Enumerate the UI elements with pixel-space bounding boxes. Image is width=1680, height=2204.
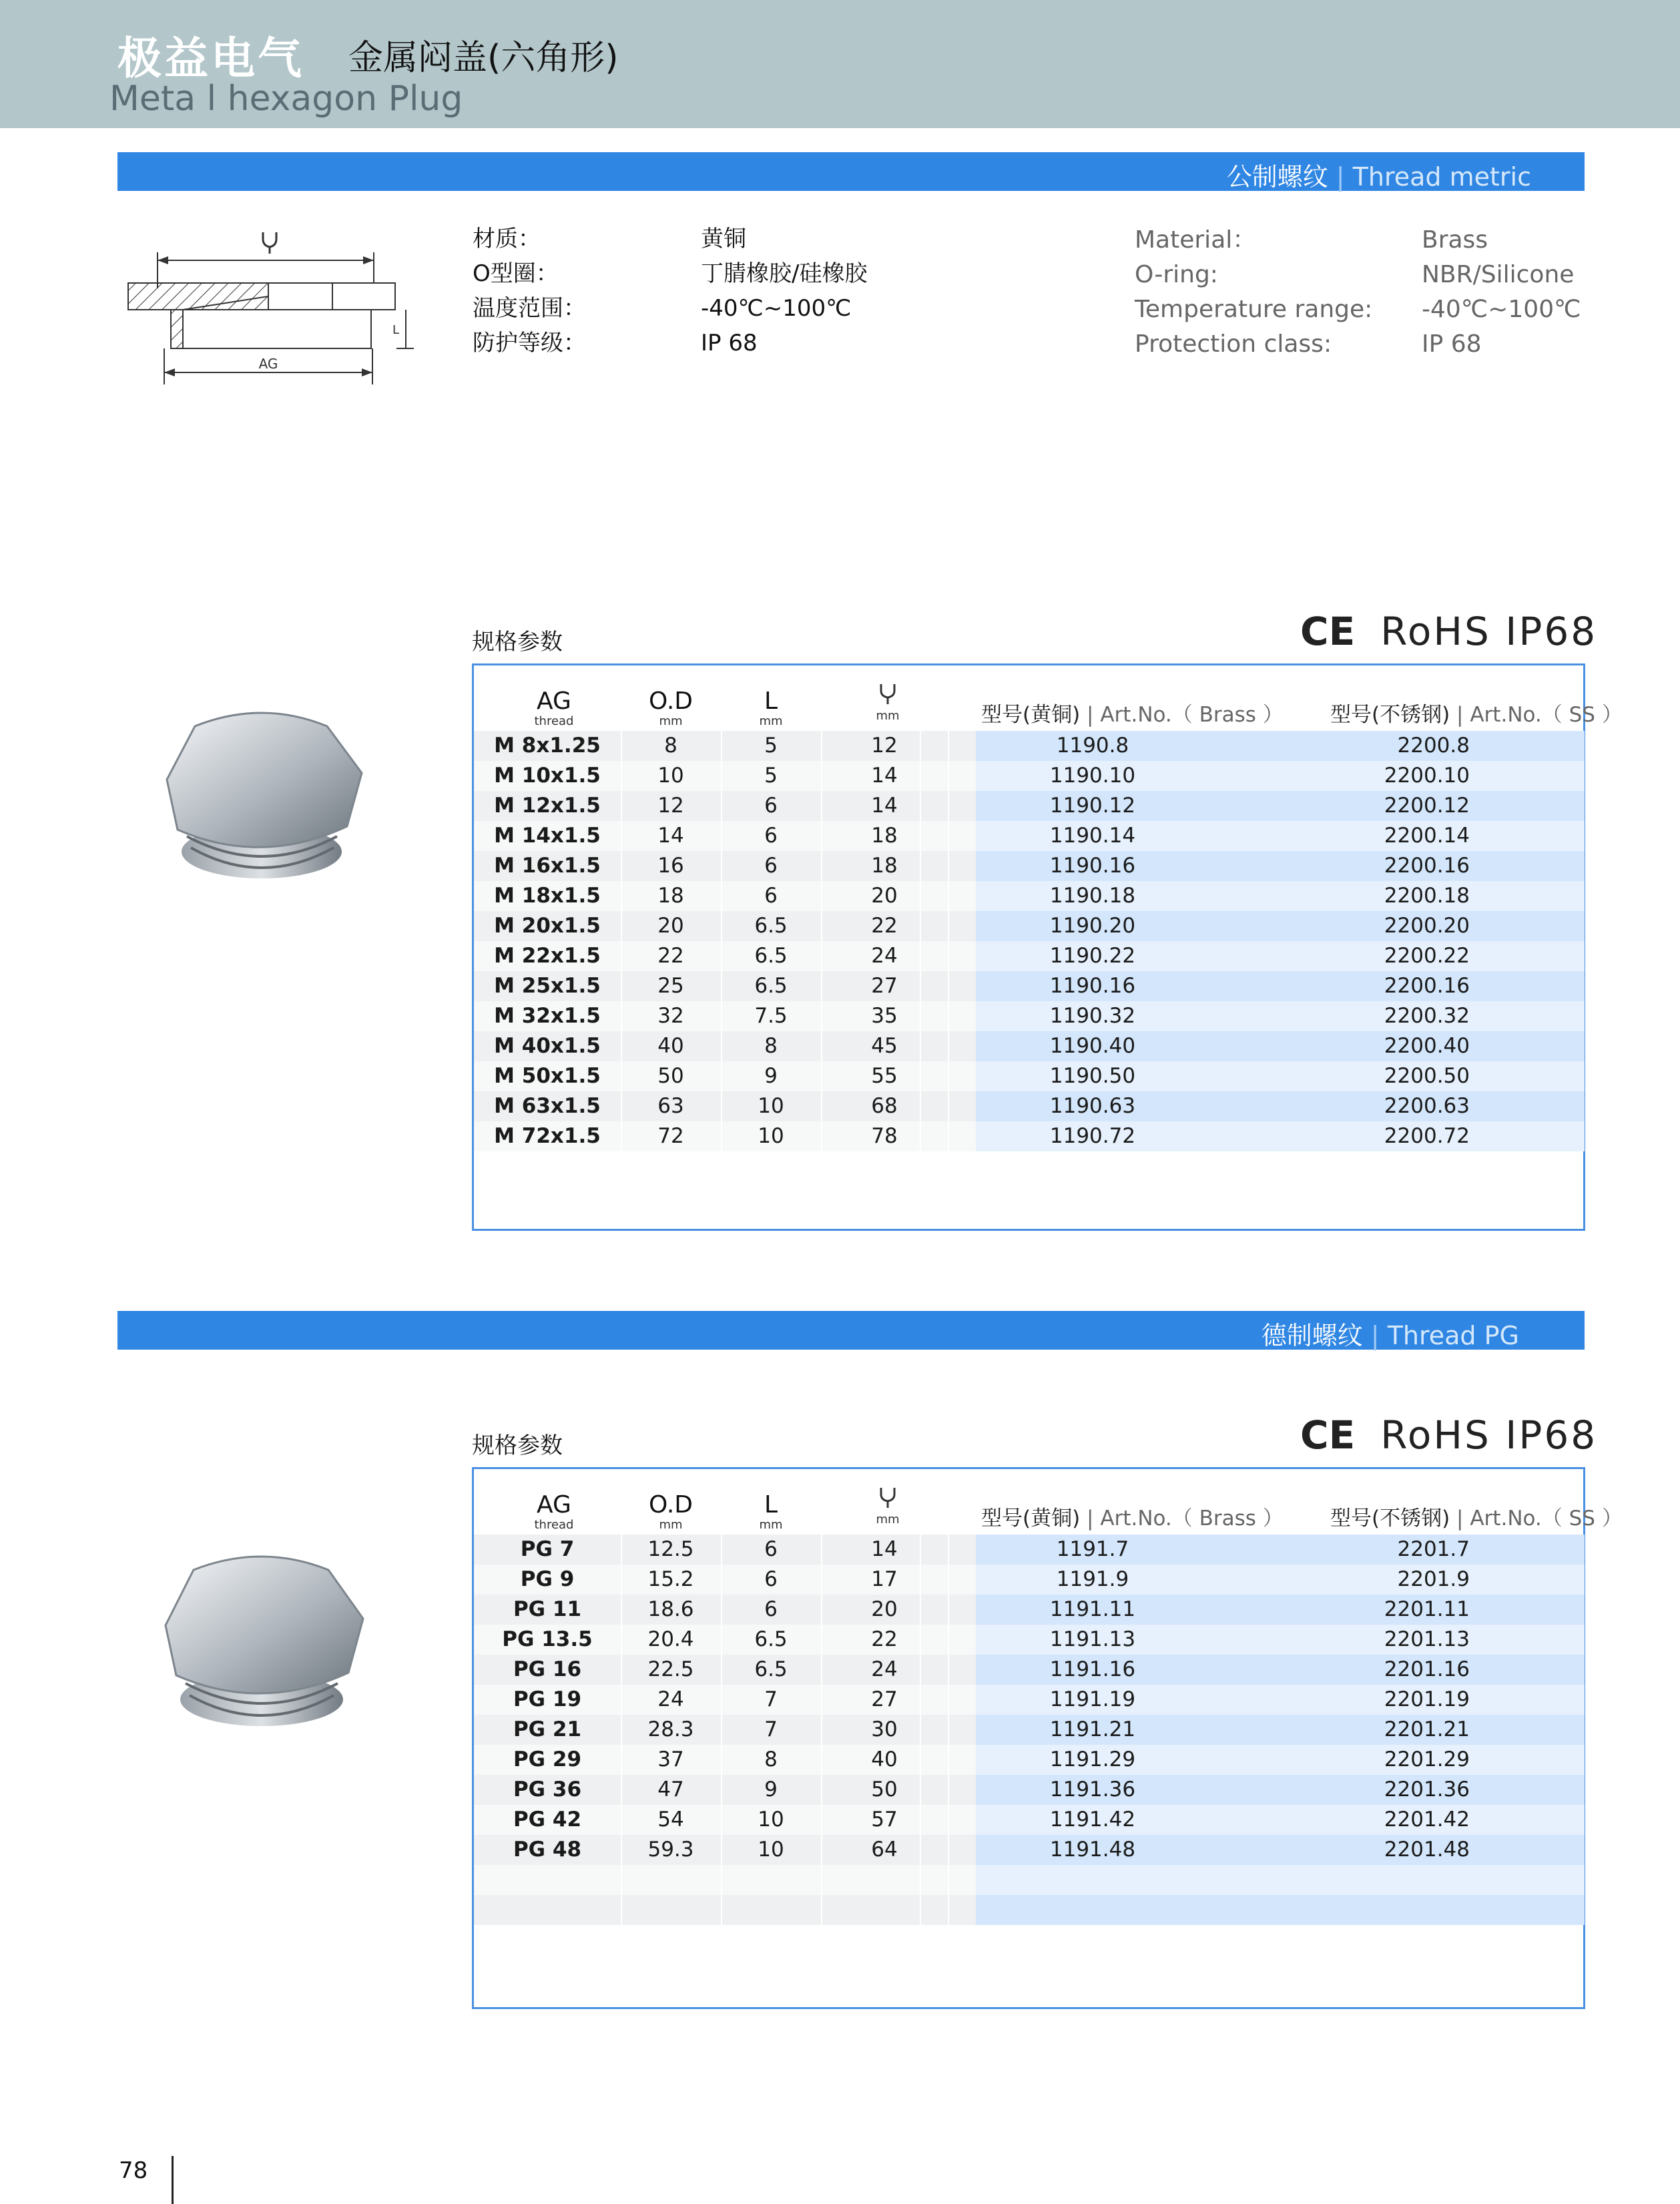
thread-cell: PG 29 — [513, 1747, 582, 1771]
l-cell: 10 — [758, 1808, 784, 1832]
wrench-size-cell: 24 — [871, 1657, 898, 1681]
drawing-ag-label: AG — [258, 356, 278, 372]
wrench-size-cell: 14 — [871, 794, 898, 818]
table-row — [474, 1595, 1583, 1625]
art-no-ss-cell: 2201.13 — [1384, 1627, 1470, 1651]
section-bar-metric — [117, 152, 1585, 191]
spec-temp-value: -40℃~100℃ — [701, 295, 852, 322]
art-no-brass-cell — [976, 1865, 1209, 1895]
l-cell: 6.5 — [754, 944, 788, 968]
table-row — [474, 1895, 1583, 1925]
art-no-brass-cell — [976, 1895, 1209, 1925]
rohs-mark: RoHS — [1380, 1412, 1491, 1458]
od-cell: 18.6 — [647, 1597, 694, 1621]
table-row — [474, 1865, 1583, 1895]
art-no-ss-cell: 2201.21 — [1384, 1717, 1470, 1741]
wrench-size-cell: 18 — [871, 824, 898, 848]
table-row — [474, 941, 1583, 971]
spec-temp-value-en: -40℃~100℃ — [1422, 296, 1581, 323]
od-cell: 54 — [657, 1808, 684, 1832]
art-no-ss-cell: 2201.9 — [1397, 1567, 1470, 1591]
l-cell: 5 — [764, 734, 778, 758]
table-row — [474, 1775, 1583, 1805]
spec-oring-label: O型圈： — [473, 260, 559, 287]
spec-labels-cn — [473, 222, 586, 360]
product-title-en: Meta l hexagon Plug — [109, 79, 463, 119]
thread-cell: M 72x1.5 — [494, 1124, 601, 1148]
pg-spec-table — [472, 1467, 1623, 2009]
art-no-ss-cell: 2201.36 — [1384, 1777, 1470, 1802]
thread-cell: PG 36 — [513, 1777, 582, 1802]
l-cell: 6.5 — [754, 1627, 788, 1651]
spec-values-en — [1422, 223, 1581, 362]
od-cell: 47 — [657, 1777, 684, 1802]
wrench-size-cell: 17 — [871, 1567, 898, 1591]
art-no-brass-cell: 1190.12 — [1049, 794, 1136, 818]
thread-cell: M 12x1.5 — [494, 794, 601, 818]
od-cell: 37 — [657, 1747, 684, 1771]
spec-protection-label-en: Protection class: — [1135, 330, 1332, 358]
pg-table-header — [474, 1469, 1623, 1532]
od-cell: 14 — [657, 824, 684, 848]
wrench-size-cell: 20 — [871, 1597, 898, 1621]
wrench-size-cell: 27 — [871, 1687, 898, 1711]
table-row — [474, 1121, 1583, 1151]
thread-cell: M 20x1.5 — [494, 914, 601, 938]
od-cell: 59.3 — [647, 1838, 694, 1862]
l-cell: 6 — [764, 1537, 778, 1561]
od-cell: 22.5 — [647, 1657, 694, 1681]
wrench-size-cell: 12 — [871, 734, 898, 758]
l-cell — [721, 1865, 821, 1895]
thread-cell: PG 21 — [513, 1717, 582, 1741]
art-no-brass-cell: 1191.11 — [1049, 1597, 1136, 1621]
art-no-brass-cell: 1191.9 — [1056, 1567, 1129, 1591]
l-cell: 6.5 — [754, 1657, 788, 1681]
technical-drawing — [117, 222, 425, 402]
art-no-brass-cell: 1191.21 — [1049, 1717, 1136, 1741]
l-cell: 6 — [764, 1567, 778, 1591]
wrench-size-cell: 50 — [871, 1777, 898, 1802]
thread-cell: M 25x1.5 — [494, 974, 601, 998]
art-no-brass-cell: 1190.22 — [1049, 944, 1136, 968]
art-no-brass-cell: 1190.16 — [1049, 974, 1136, 998]
table-row — [474, 851, 1583, 881]
header-ag: AG thread — [534, 687, 574, 728]
section-bar-pg — [117, 1311, 1585, 1350]
thread-cell: M 16x1.5 — [494, 854, 601, 878]
od-cell: 10 — [657, 764, 684, 788]
wrench-size-cell: 68 — [871, 1094, 898, 1118]
art-no-brass-cell: 1191.16 — [1049, 1657, 1136, 1681]
wrench-symbol-icon — [263, 232, 276, 254]
od-cell: 72 — [657, 1124, 684, 1148]
table-row — [474, 1805, 1583, 1835]
art-no-brass-cell: 1191.42 — [1049, 1808, 1136, 1832]
spec-material-label: 材质： — [473, 226, 541, 252]
art-no-ss-cell: 2200.14 — [1384, 824, 1470, 848]
section-pg-separator: | — [1362, 1321, 1388, 1350]
l-cell: 8 — [764, 1747, 778, 1771]
thread-cell: M 8x1.25 — [494, 734, 601, 758]
table-row — [474, 821, 1583, 851]
art-no-ss-cell: 2201.29 — [1384, 1747, 1470, 1771]
od-cell: 50 — [657, 1064, 684, 1088]
art-no-brass-cell: 1190.14 — [1049, 824, 1136, 848]
art-no-ss-cell: 2201.11 — [1384, 1597, 1470, 1621]
od-cell: 15.2 — [647, 1567, 694, 1591]
spec-labels-en — [1135, 223, 1372, 362]
wrench-size-cell: 22 — [871, 914, 898, 938]
art-no-ss-cell: 2201.42 — [1384, 1808, 1470, 1832]
thread-cell: PG 16 — [513, 1657, 582, 1681]
params-label-metric: 规格参数 — [472, 629, 563, 655]
table-row — [474, 1565, 1583, 1595]
wrench-size-cell: 18 — [871, 854, 898, 878]
thread-cell: PG 19 — [513, 1687, 582, 1711]
section-pg-cn: 德制螺纹 — [1261, 1321, 1363, 1350]
thread-cell: M 14x1.5 — [494, 824, 601, 848]
wrench-icon — [874, 681, 901, 707]
table-row — [474, 1655, 1583, 1685]
drawing-l-label: L — [392, 323, 400, 337]
wrench-size-cell: 14 — [871, 1537, 898, 1561]
wrench-size-cell: 55 — [871, 1064, 898, 1088]
table-row — [474, 1061, 1583, 1091]
art-no-brass-cell: 1190.72 — [1049, 1124, 1136, 1148]
thread-cell: PG 48 — [513, 1838, 582, 1862]
l-cell: 6 — [764, 884, 778, 908]
spec-protection-label: 防护等级： — [473, 330, 586, 356]
l-cell: 9 — [764, 1064, 778, 1088]
l-cell: 6.5 — [754, 914, 788, 938]
art-no-brass-cell: 1190.20 — [1049, 914, 1136, 938]
header-art-brass: 型号(黄铜) | Art.No.（ Brass ） — [981, 1506, 1284, 1531]
od-cell: 20.4 — [647, 1627, 694, 1651]
art-no-brass-cell: 1191.36 — [1049, 1777, 1136, 1802]
art-no-brass-cell: 1191.48 — [1049, 1838, 1136, 1862]
art-no-ss-cell: 2201.48 — [1384, 1838, 1470, 1862]
ce-mark-icon: CE — [1300, 609, 1356, 654]
thread-cell: PG 11 — [513, 1597, 582, 1621]
l-cell: 6 — [764, 1597, 778, 1621]
art-no-ss-cell: 2200.32 — [1384, 1004, 1470, 1028]
od-cell: 8 — [664, 734, 677, 758]
section-metric-cn: 公制螺纹 — [1226, 162, 1328, 192]
od-cell: 12 — [657, 794, 684, 818]
od-cell: 22 — [657, 944, 684, 968]
l-cell: 5 — [764, 764, 778, 788]
art-no-brass-cell: 1190.10 — [1049, 764, 1136, 788]
thread-cell: M 10x1.5 — [494, 764, 601, 788]
table-row — [474, 731, 1583, 761]
thread-cell: M 50x1.5 — [494, 1064, 601, 1088]
wrench-size-cell — [821, 1865, 948, 1895]
spec-oring-value-en: NBR/Silicone — [1422, 261, 1575, 288]
l-cell: 10 — [758, 1838, 784, 1862]
l-cell: 7 — [764, 1717, 778, 1741]
spec-oring-label-en: O-ring: — [1135, 261, 1218, 288]
spec-protection-value-en: IP 68 — [1422, 330, 1482, 358]
art-no-ss-cell — [1209, 1865, 1585, 1895]
ip-rating: IP68 — [1505, 609, 1598, 654]
art-no-ss-cell: 2200.16 — [1384, 854, 1470, 878]
art-no-ss-cell: 2200.10 — [1384, 764, 1470, 788]
l-cell — [721, 1895, 821, 1925]
spec-values-cn — [701, 222, 867, 360]
art-no-ss-cell: 2200.18 — [1384, 884, 1470, 908]
section-metric-en: Thread metric — [1352, 162, 1531, 192]
thread-cell: PG 13.5 — [502, 1627, 593, 1651]
od-cell: 12.5 — [647, 1537, 694, 1561]
thread-cell: M 22x1.5 — [494, 944, 601, 968]
section-metric-separator: | — [1328, 162, 1353, 192]
od-cell: 25 — [657, 974, 684, 998]
certification-metric — [1300, 609, 1597, 654]
art-no-brass-cell: 1190.32 — [1049, 1004, 1136, 1028]
table-row — [474, 791, 1583, 821]
wrench-icon — [874, 1485, 901, 1510]
table-row — [474, 1625, 1583, 1655]
art-no-brass-cell: 1190.18 — [1049, 884, 1136, 908]
wrench-size-cell: 78 — [871, 1124, 898, 1148]
art-no-brass-cell: 1190.16 — [1049, 854, 1136, 878]
art-no-brass-cell: 1191.13 — [1049, 1627, 1136, 1651]
od-cell: 63 — [657, 1094, 684, 1118]
table-row — [474, 1001, 1583, 1031]
table-row — [474, 1091, 1583, 1121]
art-no-ss-cell: 2200.12 — [1384, 794, 1470, 818]
art-no-ss-cell: 2200.72 — [1384, 1124, 1470, 1148]
thread-cell: PG 9 — [520, 1567, 575, 1591]
art-no-ss-cell: 2200.16 — [1384, 974, 1470, 998]
l-cell: 6.5 — [754, 974, 788, 998]
header-od: O.D mm — [648, 687, 693, 728]
table-row — [474, 1031, 1583, 1061]
l-cell: 6 — [764, 854, 778, 878]
wrench-size-cell: 57 — [871, 1808, 898, 1832]
section-pg-en: Thread PG — [1387, 1321, 1519, 1350]
od-cell — [621, 1895, 721, 1925]
art-no-brass-cell: 1191.29 — [1049, 1747, 1136, 1771]
art-no-ss-cell: 2200.63 — [1384, 1094, 1470, 1118]
header-ag: AG thread — [534, 1491, 574, 1532]
art-no-ss-cell: 2201.7 — [1397, 1537, 1470, 1561]
ce-mark-icon: CE — [1300, 1412, 1356, 1458]
brand-name: 极益电气 — [117, 33, 304, 84]
page-header — [0, 0, 1680, 128]
art-no-ss-cell — [1209, 1895, 1585, 1925]
header-wrench: mm — [848, 1485, 928, 1527]
art-no-brass-cell: 1191.7 — [1056, 1537, 1129, 1561]
wrench-size-cell: 64 — [871, 1838, 898, 1862]
spec-material-value: 黄铜 — [701, 226, 746, 252]
spec-temp-label: 温度范围： — [473, 295, 586, 322]
thread-cell — [474, 1895, 621, 1925]
l-cell: 6 — [764, 824, 778, 848]
header-art-brass: 型号(黄铜) | Art.No.（ Brass ） — [981, 703, 1284, 727]
spec-material-label-en: Material： — [1135, 226, 1257, 254]
l-cell: 7 — [764, 1687, 778, 1711]
l-cell: 8 — [764, 1034, 778, 1058]
product-photo-pg — [147, 1542, 380, 1742]
table-row — [474, 1745, 1583, 1775]
od-cell: 20 — [657, 914, 684, 938]
wrench-size-cell: 22 — [871, 1627, 898, 1651]
art-no-brass-cell: 1190.50 — [1049, 1064, 1136, 1088]
l-cell: 10 — [758, 1094, 784, 1118]
l-cell: 7.5 — [754, 1004, 788, 1028]
art-no-ss-cell: 2201.19 — [1384, 1687, 1470, 1711]
header-art-ss: 型号(不锈钢) | Art.No.（ SS ） — [1330, 703, 1623, 727]
thread-cell: M 18x1.5 — [494, 884, 601, 908]
thread-cell: M 40x1.5 — [494, 1034, 601, 1058]
wrench-size-cell: 20 — [871, 884, 898, 908]
wrench-size-cell: 40 — [871, 1747, 898, 1771]
table-row — [474, 1685, 1583, 1715]
header-od: O.D mm — [648, 1491, 693, 1532]
art-no-ss-cell: 2200.20 — [1384, 914, 1470, 938]
od-cell — [621, 1865, 721, 1895]
header-l: L mm — [759, 1491, 783, 1532]
metric-table-header — [474, 665, 1623, 728]
art-no-brass-cell: 1190.63 — [1049, 1094, 1136, 1118]
table-row — [474, 1715, 1583, 1745]
header-wrench: mm — [848, 681, 928, 723]
art-no-brass-cell: 1191.19 — [1049, 1687, 1136, 1711]
thread-cell: M 32x1.5 — [494, 1004, 601, 1028]
thread-cell: PG 42 — [513, 1808, 582, 1832]
spec-protection-value: IP 68 — [701, 330, 758, 356]
spec-temp-label-en: Temperature range: — [1135, 296, 1373, 323]
wrench-size-cell: 35 — [871, 1004, 898, 1028]
table-row — [474, 881, 1583, 911]
metric-spec-table — [472, 663, 1623, 1231]
page-number: 78 — [119, 2157, 148, 2184]
od-cell: 28.3 — [647, 1717, 694, 1741]
page-number-divider — [172, 2156, 174, 2204]
od-cell: 24 — [657, 1687, 684, 1711]
product-photo-metric — [147, 700, 380, 900]
wrench-size-cell: 30 — [871, 1717, 898, 1741]
spec-oring-value: 丁腈橡胶/硅橡胶 — [701, 260, 868, 287]
wrench-size-cell: 45 — [871, 1034, 898, 1058]
l-cell: 9 — [764, 1777, 778, 1802]
ip-rating: IP68 — [1505, 1412, 1598, 1458]
art-no-ss-cell: 2200.22 — [1384, 944, 1470, 968]
od-cell: 16 — [657, 854, 684, 878]
wrench-size-cell — [821, 1895, 948, 1925]
od-cell: 40 — [657, 1034, 684, 1058]
rohs-mark: RoHS — [1380, 609, 1491, 654]
l-cell: 10 — [758, 1124, 784, 1148]
table-row — [474, 1835, 1583, 1865]
art-no-brass-cell: 1190.40 — [1049, 1034, 1136, 1058]
od-cell: 18 — [657, 884, 684, 908]
header-art-ss: 型号(不锈钢) | Art.No.（ SS ） — [1330, 1506, 1623, 1531]
od-cell: 32 — [657, 1004, 684, 1028]
wrench-size-cell: 24 — [871, 944, 898, 968]
wrench-size-cell: 27 — [871, 974, 898, 998]
table-row — [474, 971, 1583, 1001]
art-no-ss-cell: 2200.8 — [1397, 734, 1470, 758]
spec-material-value-en: Brass — [1422, 226, 1488, 254]
table-row — [474, 911, 1583, 941]
l-cell: 6 — [764, 794, 778, 818]
thread-cell: PG 7 — [520, 1537, 575, 1561]
wrench-size-cell: 14 — [871, 764, 898, 788]
art-no-brass-cell: 1190.8 — [1056, 734, 1129, 758]
certification-pg — [1300, 1412, 1597, 1458]
art-no-ss-cell: 2200.50 — [1384, 1064, 1470, 1088]
thread-cell — [474, 1865, 621, 1895]
art-no-ss-cell: 2201.16 — [1384, 1657, 1470, 1681]
params-label-pg: 规格参数 — [472, 1432, 563, 1459]
thread-cell: M 63x1.5 — [494, 1094, 601, 1118]
product-title-cn: 金属闷盖(六角形) — [348, 38, 619, 78]
header-l: L mm — [759, 687, 783, 728]
art-no-ss-cell: 2200.40 — [1384, 1034, 1470, 1058]
table-row — [474, 1535, 1583, 1565]
table-row — [474, 761, 1583, 791]
